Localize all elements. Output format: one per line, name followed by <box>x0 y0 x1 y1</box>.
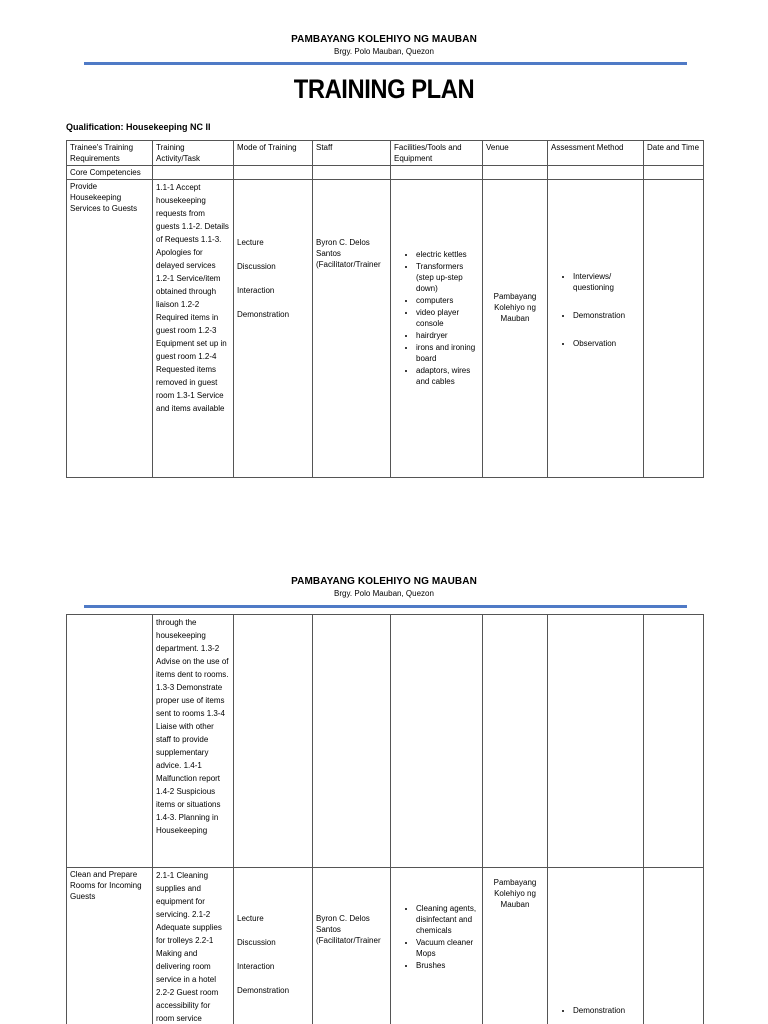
col-header: Training Activity/Task <box>153 141 234 166</box>
table-row <box>67 166 704 180</box>
activity-cell: 1.1-1 Accept housekeeping requests from guests 1.1-2. Details of Requests 1.1-3. Apologies for delayed services 1.2-1 Service/item obtained through liaison 1.2-2 Required items in guest room 1.2-3 Equipment set up in guest room 1.2-4 Requested items removed in guest room 1.3-1 Service and items available <box>153 180 234 478</box>
facility-item: • irons and ironing board <box>416 342 479 364</box>
facility-item: • electric kettles <box>416 249 479 260</box>
mode-cell <box>234 868 313 1024</box>
table-header-row <box>67 141 704 166</box>
col-header: Trainee's Training Requirements <box>67 141 153 166</box>
facility-item: • Vacuum cleaner Mops <box>416 937 479 959</box>
header-rule <box>84 62 687 65</box>
col-header: Staff <box>313 141 391 166</box>
col-header: Facilities/Tools and Equipment <box>391 141 483 166</box>
assessment-item: • Interviews/ questioning <box>573 271 640 293</box>
table-row <box>67 868 704 1024</box>
staff-cell <box>313 868 391 1024</box>
mode-cell <box>234 180 313 478</box>
table-row <box>67 180 704 478</box>
assessment-item: • Demonstration <box>573 310 640 321</box>
training-plan-table-continued <box>66 614 704 1024</box>
page-title: TRAINING PLAN <box>293 74 475 104</box>
school-address: Brgy. Polo Mauban, Quezon <box>334 589 434 598</box>
facility-item: • video player console <box>416 307 479 329</box>
mode-item: Lecture <box>237 238 264 247</box>
training-plan-table <box>66 140 704 478</box>
mode-item: Discussion <box>237 262 276 271</box>
school-address: Brgy. Polo Mauban, Quezon <box>334 47 434 56</box>
core-competencies-label: Core Competencies <box>67 166 153 180</box>
facility-item: • Transformers (step up-step down) <box>416 261 479 294</box>
staff-name: Byron C. Delos Santos (Facilitator/Trainer <box>316 914 381 945</box>
assessment-item: • Observation <box>573 338 640 349</box>
requirement-cell: Clean and Prepare Rooms for Incoming Guests <box>67 868 153 1024</box>
date-cell <box>644 180 704 478</box>
mode-item: Lecture <box>237 914 264 923</box>
col-header: Venue <box>483 141 548 166</box>
facilities-cell <box>391 868 483 1024</box>
facility-item: • Cleaning agents, disinfectant and chemicals <box>416 903 479 936</box>
assessment-cell <box>548 180 644 478</box>
col-header: Date and Time <box>644 141 704 166</box>
facility-item: • adaptors, wires and cables <box>416 365 479 387</box>
mode-item: Demonstration <box>237 310 290 319</box>
mode-item: Interaction <box>237 286 275 295</box>
date-cell <box>644 868 704 1024</box>
assessment-item: • Demonstration <box>573 1005 640 1016</box>
page-header <box>0 576 768 598</box>
venue-cell <box>483 868 548 1024</box>
requirement-cell: Provide Housekeeping Services to Guests <box>67 180 153 478</box>
venue-name: Pambayang Kolehiyo ng Mauban <box>493 878 537 909</box>
table-row <box>67 615 704 868</box>
mode-item: Interaction <box>237 962 275 971</box>
assessment-cell <box>548 868 644 1024</box>
staff-name: Byron C. Delos Santos (Facilitator/Trainer <box>316 238 381 269</box>
activity-cell: through the housekeeping department. 1.3-2 Advise on the use of items dent to rooms. 1.3-3 Demonstrate proper use of items sent to rooms 1.3-4 Liaise with other staff to provide supplementary advice. 1.4-1 Malfunction report 1.4-2 Suspicious items or situations 1.4-3. Planning in Housekeeping <box>153 615 234 868</box>
header-rule <box>84 605 687 608</box>
school-name: PAMBAYANG KOLEHIYO NG MAUBAN <box>291 576 477 587</box>
activity-cell: 2.1-1 Cleaning supplies and equipment for servicing. 2.1-2 Adequate supplies for trolleys 2.2-1 Making and delivering room service in a hotel 2.2-2 Guest room accessibility for room service <box>153 868 234 1024</box>
school-name: PAMBAYANG KOLEHIYO NG MAUBAN <box>291 34 477 45</box>
facility-item: • computers <box>416 295 479 306</box>
col-header: Assessment Method <box>548 141 644 166</box>
staff-cell <box>313 180 391 478</box>
col-header: Mode of Training <box>234 141 313 166</box>
page-header <box>0 34 768 56</box>
venue-name: Pambayang Kolehiyo ng Mauban <box>493 292 537 323</box>
mode-item: Discussion <box>237 938 276 947</box>
facility-item: • Brushes <box>416 960 479 971</box>
facility-item: • hairdryer <box>416 330 479 341</box>
qualification: Qualification: Housekeeping NC II <box>66 122 211 132</box>
facilities-cell <box>391 180 483 478</box>
venue-cell <box>483 180 548 478</box>
mode-item: Demonstration <box>237 986 290 995</box>
